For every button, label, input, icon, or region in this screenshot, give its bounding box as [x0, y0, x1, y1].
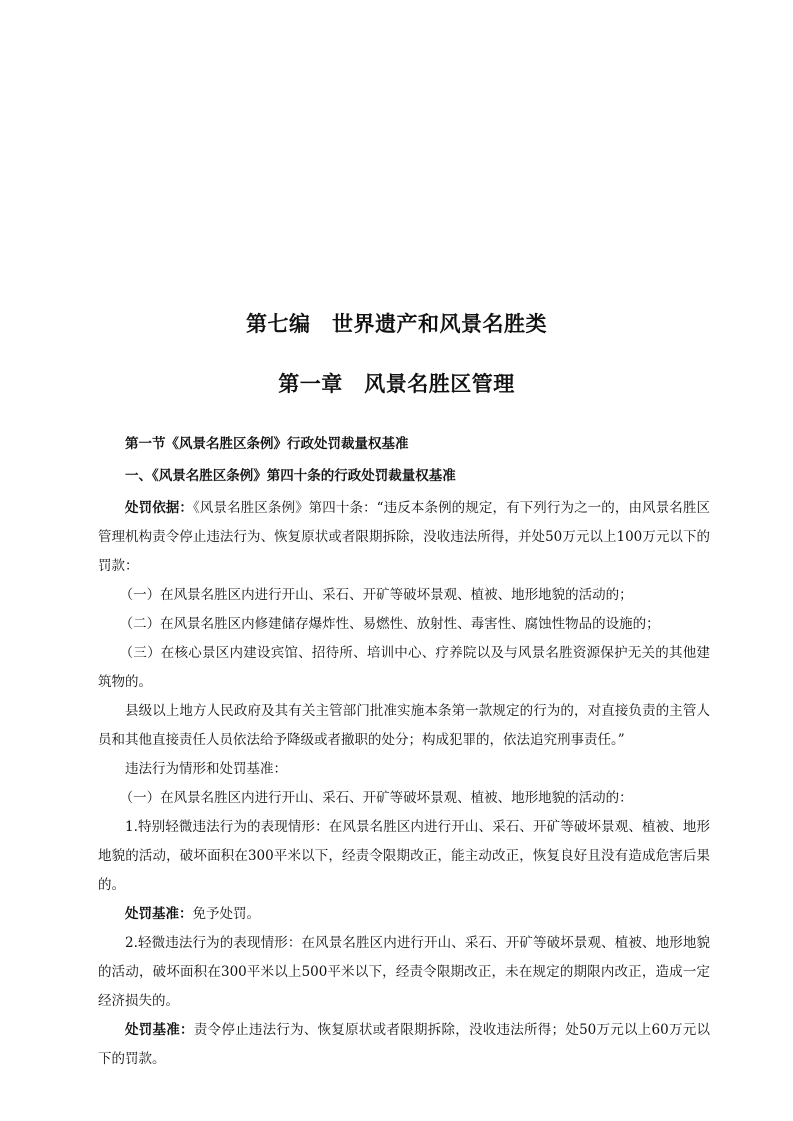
situations-intro: 违法行为情形和处罚基准：	[125, 761, 287, 777]
clause-item: （一）在风景名胜区内进行开山、采石、开矿等破坏景观、植被、地形地貌的活动的；	[119, 587, 633, 603]
penalty-1-text: 免予处罚。	[192, 906, 260, 922]
section-heading: 第一节《风景名胜区条例》行政处罚裁量权基准	[125, 436, 409, 452]
subsection-heading: 一、《风景名胜区条例》第四十条的行政处罚裁量权基准	[125, 468, 456, 484]
basis-text: 《风景名胜区条例》第四十条：“违反本条例的规定，有下列行为之一的，由风景名胜区管理机构责令停止违法行为、恢复原状或者限期拆除，没收违法所得，并处50万元以上100万元以下的罚款：	[98, 500, 711, 574]
basis-paragraph	[98, 494, 710, 581]
part-title: 第七编 世界遗产和风景名胜类	[246, 312, 547, 336]
penalty-2-paragraph	[98, 1016, 710, 1074]
clause-item: （二）在风景名胜区内修建储存爆炸性、易燃性、放射性、毒害性、腐蚀性物品的设施的；	[119, 616, 660, 632]
penalty-1-label: 处罚基准：	[125, 906, 193, 922]
case-2-paragraph: 2.轻微违法行为的表现情形：在风景名胜区内进行开山、采石、开矿等破坏景观、植被、地形地貌的活动，破坏面积在300平米以上500平米以下，经责令限期改正，未在规定的期限内改正，造成一定经济损失的。	[98, 935, 710, 1009]
county-paragraph: 县级以上地方人民政府及其有关主管部门批准实施本条第一款规定的行为的，对直接负责的主管人员和其他直接责任人员依法给予降级或者撤职的处分；构成犯罪的，依法追究刑事责任。”	[98, 703, 710, 748]
clause-item: （三）在核心景区内建设宾馆、招待所、培训中心、疗养院以及与风景名胜资源保护无关的其他建筑物的。	[98, 645, 710, 690]
situation-one: （一）在风景名胜区内进行开山、采石、开矿等破坏景观、植被、地形地貌的活动的：	[119, 790, 633, 806]
penalty-1-paragraph	[98, 900, 710, 929]
document-body	[98, 430, 710, 1074]
case-1-paragraph: 1.特别轻微违法行为的表现情形：在风景名胜区内进行开山、采石、开矿等破坏景观、植被、地形地貌的活动，破坏面积在300平米以下，经责令限期改正，能主动改正，恢复良好且没有造成危害后果的。	[98, 819, 710, 893]
chapter-title: 第一章 风景名胜区管理	[278, 372, 515, 396]
basis-label: 处罚依据：	[125, 500, 194, 516]
penalty-2-text: 责令停止违法行为、恢复原状或者限期拆除，没收违法所得；处50万元以上60万元以下的罚款。	[98, 1022, 711, 1067]
penalty-2-label: 处罚基准：	[125, 1022, 194, 1038]
